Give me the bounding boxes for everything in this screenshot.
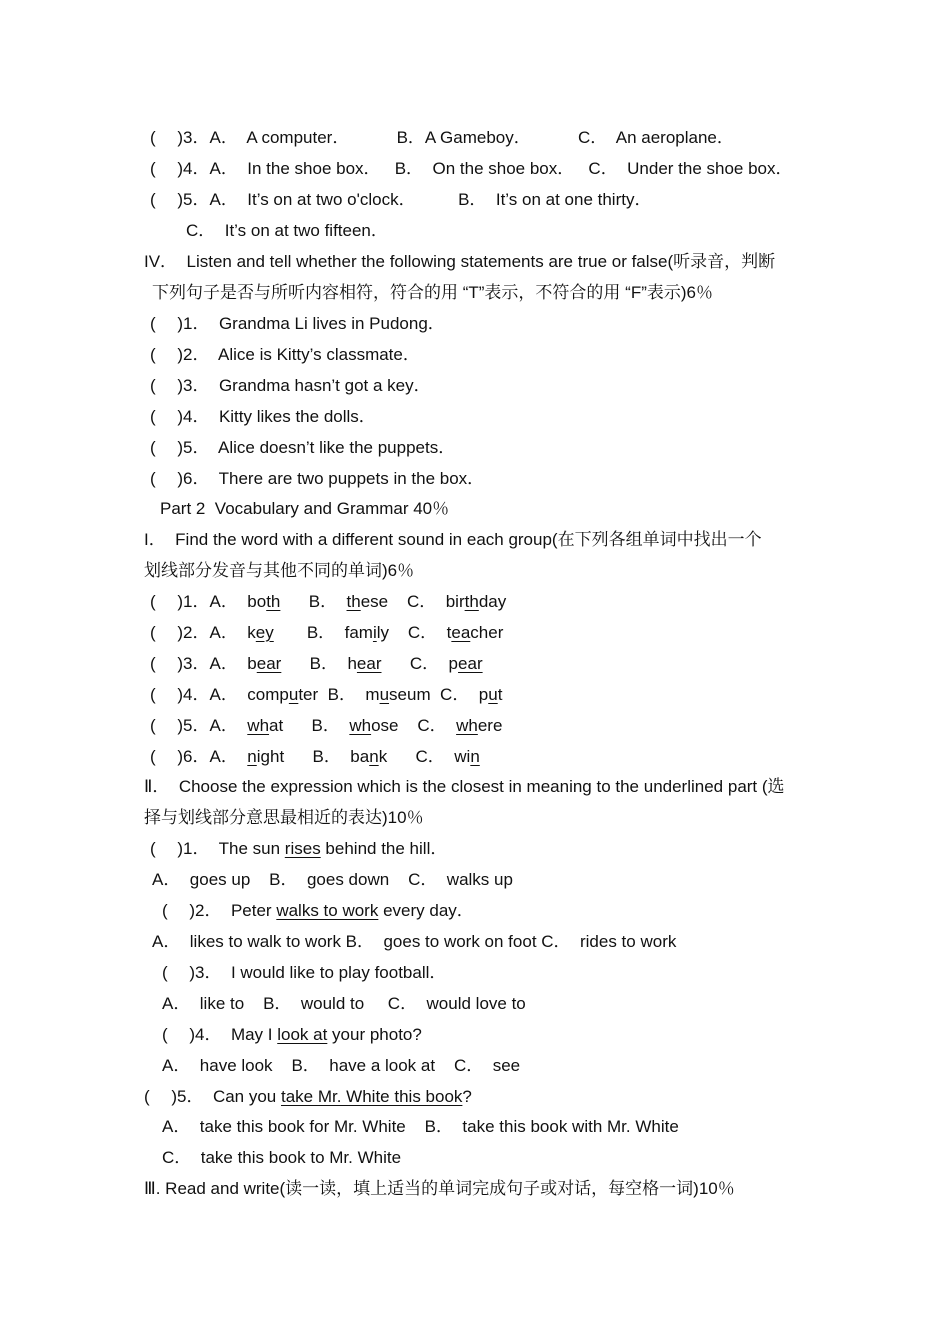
- section-ii-heading: Ⅱ． Choose the expression which is the closest in meaning to the underlined part (选: [144, 777, 785, 796]
- section-iii-heading: Ⅲ. Read and write(读一读，填上适当的单词完成句子或对话，每空格一词)10％: [144, 1179, 735, 1198]
- sound-question-3: ( )3．A． bear B． hear C． pear: [150, 654, 483, 673]
- listening-question-5: ( )5．A． It’s on at two o'clock． B． It’s on at one thirty．: [150, 190, 652, 209]
- expression-question-1: ( )1． The sun rises behind the hill．: [150, 839, 448, 858]
- statement-1: ( )1． Grandma Li lives in Pudong．: [150, 314, 445, 333]
- listening-question-3: ( )3．A． A computer． B．A Gameboy． C． An aeroplane．: [150, 128, 734, 147]
- expression-question-3: ( )3． I would like to play football．: [162, 963, 447, 982]
- section-iv-heading-continued: 下列句子是否与所听内容相符，符合的用 “T”表示，不符合的用 “F”表示)6％: [152, 283, 713, 302]
- expression-question-5-option-c: C． take this book to Mr. White: [162, 1148, 402, 1167]
- sound-question-4: ( )4．A． computer B． museum C． put: [150, 685, 503, 704]
- listening-question-5-option-c: C． It’s on at two fifteen．: [186, 221, 388, 240]
- statement-5: ( )5． Alice doesn’t like the puppets．: [150, 438, 456, 457]
- sound-question-2: ( )2．A． key B． family C． teacher: [150, 623, 504, 642]
- section-iv-heading: IV． Listen and tell whether the following statements are true or false(听录音，判断: [144, 252, 776, 271]
- expression-question-4: ( )4． May I look at your photo?: [162, 1025, 422, 1044]
- statement-3: ( )3． Grandma hasn’t got a key．: [150, 376, 431, 395]
- expression-question-5-options-ab: A． take this book for Mr. White B． take this book with Mr. White: [162, 1117, 679, 1136]
- section-ii-heading-continued: 择与划线部分意思最相近的表达)10％: [144, 808, 424, 827]
- expression-question-2-options: A． likes to walk to work B． goes to work on foot C． rides to work: [152, 932, 677, 951]
- sound-question-6: ( )6．A． night B． bank C． win: [150, 747, 480, 766]
- listening-question-4: ( )4．A． In the shoe box． B． On the shoe box． C． Under the shoe box．: [150, 159, 793, 178]
- sound-question-5: ( )5．A． what B． whose C． where: [150, 716, 503, 735]
- statement-4: ( )4． Kitty likes the dolls．: [150, 407, 376, 426]
- expression-question-4-options: A． have look B． have a look at C． see: [162, 1056, 521, 1075]
- sound-question-1: ( )1．A． both B． these C． birthday: [150, 592, 507, 611]
- statement-2: ( )2． Alice is Kitty’s classmate．: [150, 345, 420, 364]
- expression-question-2: ( )2． Peter walks to work every day．: [162, 901, 474, 920]
- section-i-heading: I． Find the word with a different sound in each group(在下列各组单词中找出一个: [144, 530, 762, 549]
- expression-question-3-options: A． like to B． would to C． would love to: [162, 994, 526, 1013]
- part-2-heading: Part 2 Vocabulary and Grammar 40％: [160, 499, 450, 518]
- expression-question-5: ( )5． Can you take Mr. White this book?: [144, 1087, 472, 1106]
- section-i-heading-continued: 划线部分发音与其他不同的单词)6％: [144, 561, 415, 580]
- statement-6: ( )6． There are two puppets in the box．: [150, 469, 485, 488]
- expression-question-1-options: A． goes up B． goes down C． walks up: [152, 870, 513, 889]
